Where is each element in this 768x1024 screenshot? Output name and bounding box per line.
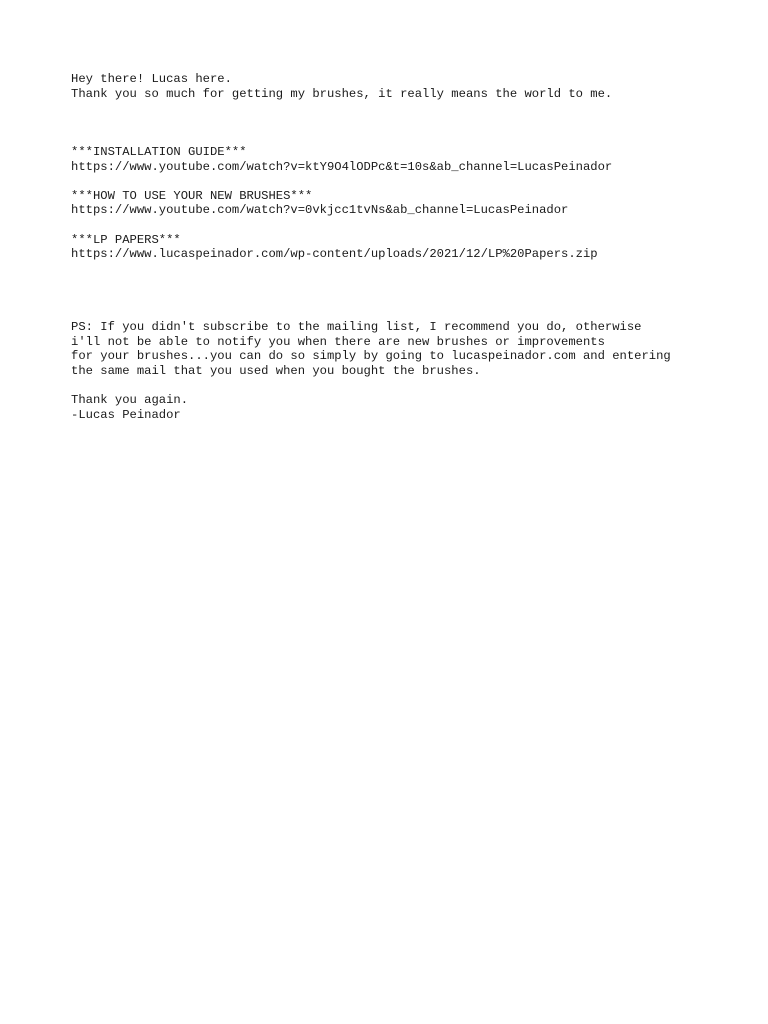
spacer [71, 101, 751, 145]
greeting-line: Hey there! Lucas here. [71, 72, 232, 86]
spacer [71, 306, 751, 321]
section-heading-installation: ***INSTALLATION GUIDE*** [71, 144, 247, 159]
signature: -Lucas Peinador [71, 407, 181, 422]
document-body [71, 72, 751, 422]
ps-line: for your brushes...you can do so simply by going to lucaspeinador.com and entering [71, 349, 671, 364]
closing-thanks: Thank you again. [71, 393, 189, 408]
ps-line: i'll not be able to notify you when there are new brushes or improvements [71, 334, 605, 349]
lp-papers-link[interactable]: https://www.lucaspeinador.com/wp-content/uploads/2021/12/LP%20Papers.zip [71, 247, 598, 262]
ps-line: PS: If you didn't subscribe to the mailing list, I recommend you do, otherwise [71, 320, 642, 335]
spacer [71, 379, 751, 394]
how-to-use-link[interactable]: https://www.youtube.com/watch?v=0vkjcc1tvNs&ab_channel=LucasPeinador [71, 203, 569, 218]
spacer [71, 218, 751, 233]
spacer [71, 262, 751, 306]
thank-you-line: Thank you so much for getting my brushes, it really means the world to me. [71, 86, 613, 101]
ps-line: the same mail that you used when you bought the brushes. [71, 363, 481, 378]
section-heading-how-to-use: ***HOW TO USE YOUR NEW BRUSHES*** [71, 188, 313, 203]
installation-guide-link[interactable]: https://www.youtube.com/watch?v=ktY9O4lODPc&t=10s&ab_channel=LucasPeinador [71, 159, 613, 174]
spacer [71, 174, 751, 189]
section-heading-lp-papers: ***LP PAPERS*** [71, 232, 181, 247]
